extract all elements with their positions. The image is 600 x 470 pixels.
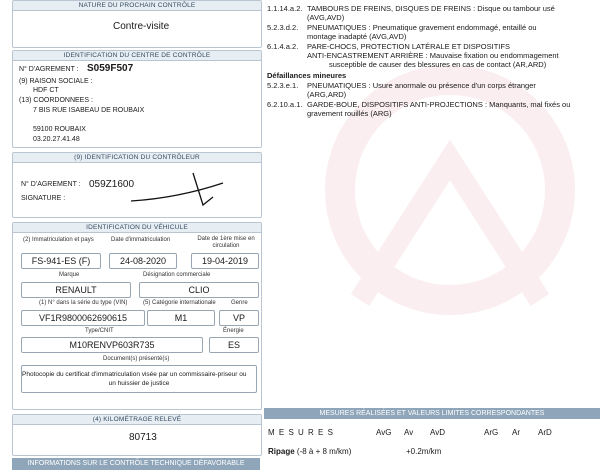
centre-box xyxy=(12,50,262,148)
centre-address: 7 BIS RUE ISABEAU DE ROUBAIX xyxy=(33,107,145,114)
minor-defect-code: 6.2.10.a.1. xyxy=(267,100,303,109)
centre-coord-label: (13) COORDONNEES : xyxy=(19,97,93,104)
vehicle-header: IDENTIFICATION DU VÉHICULE xyxy=(13,223,261,233)
genre-label: Genre xyxy=(231,300,248,306)
marque-label: Marque xyxy=(59,272,80,278)
documents-label: Document(s) présenté(s) xyxy=(103,356,170,362)
marque-field: RENAULT xyxy=(21,282,131,298)
ripage-value: +0.2m/km xyxy=(406,447,442,456)
km-box xyxy=(12,414,262,456)
bottom-info-header: INFORMATIONS SUR LE CONTRÔLE TECHNIQUE DÉFAVORABLE xyxy=(12,458,260,470)
date-circ-label: Date de 1ère mise en circulation xyxy=(197,236,255,249)
date-circ-field: 19-04-2019 xyxy=(191,253,259,269)
date-immat-label: Date d'immatriculation xyxy=(111,237,171,243)
immat-field: FS-941-ES (F) xyxy=(21,253,101,269)
centre-raison-value: HDF CT xyxy=(33,87,59,94)
ripage-range: (-8 à + 8 m/km) xyxy=(296,447,352,456)
next-control-header: NATURE DU PROCHAIN CONTRÔLE xyxy=(13,1,261,11)
minor-defect-text: PNEUMATIQUES : Usure anormale ou présence d'un corps étranger (ARG,ARD) xyxy=(307,81,536,99)
date-immat-field: 24-08-2020 xyxy=(109,253,177,269)
ripage-label: Ripage xyxy=(268,447,295,456)
col-av: Av xyxy=(404,428,414,437)
centre-phone: 03.20.27.41.48 xyxy=(33,136,80,143)
signature-image xyxy=(123,171,253,211)
categorie-label: (5) Catégorie internationale xyxy=(143,300,216,306)
km-header: (4) KILOMÉTRAGE RELEVÉ xyxy=(13,415,261,425)
type-label: Type/CNIT xyxy=(85,328,114,334)
centre-agrement-label: N° D'AGREMENT : xyxy=(19,66,79,73)
next-control-box xyxy=(12,0,262,48)
genre-field: VP xyxy=(219,310,259,326)
col-ar: Ar xyxy=(512,428,520,437)
defect-code: 5.2.3.d.2. xyxy=(267,23,299,32)
controleur-box xyxy=(12,152,262,218)
energie-label: Énergie xyxy=(223,328,244,334)
defect-text: TAMBOURS DE FREINS, DISQUES DE FREINS : Disque ou tambour usé (AVG,AVD) xyxy=(307,4,555,22)
col-arg: ArG xyxy=(484,428,499,437)
categorie-field: M1 xyxy=(147,310,215,326)
type-field: M10RENVP603R735 xyxy=(21,337,203,353)
col-avd: AvD xyxy=(430,428,445,437)
minor-defects-title: Défaillances mineures xyxy=(267,71,347,80)
documents-field: Photocopie du certificat d'immatriculation visée par un commissaire-priseur ou un huissier de justice xyxy=(21,365,257,393)
minor-defect-text: GARDE-BOUE, DISPOSITIFS ANTI-PROJECTIONS : Manquants, mal fixés ou gravement rouillés (ARG) xyxy=(307,100,571,118)
defect-text: PARE-CHOCS, PROTECTION LATÉRALE ET DISPOSITIFS ANTI-ENCASTREMENT ARRIÈRE : Mauvaise fixation ou endommagement susceptible de causer des blessures en cas de contact (AR,ARD) xyxy=(307,42,559,69)
next-control-value: Contre-visite xyxy=(113,21,170,32)
defect-code: 6.1.4.a.2. xyxy=(267,42,299,51)
controleur-agrement-value: 059Z1600 xyxy=(89,179,135,190)
centre-agrement-value: S059F507 xyxy=(87,63,134,74)
designation-field: CLIO xyxy=(139,282,259,298)
vin-field: VF1R9800062690615 xyxy=(21,310,145,326)
vehicle-box xyxy=(12,222,262,410)
km-value: 80713 xyxy=(129,432,157,443)
controleur-header: (9) IDENTIFICATION DU CONTRÔLEUR xyxy=(13,153,261,163)
col-ard: ArD xyxy=(538,428,552,437)
controleur-agrement-label: N° D'AGREMENT : xyxy=(21,181,81,188)
defect-code: 1.1.14.a.2. xyxy=(267,4,303,13)
immat-label: (2) Immatriculation et pays xyxy=(23,237,94,243)
col-avg: AvG xyxy=(376,428,392,437)
energie-field: ES xyxy=(209,337,259,353)
measures-header: MESURES RÉALISÉES ET VALEURS LIMITES CORRESPONDANTES xyxy=(264,408,600,419)
measures-title: M E S U R E S xyxy=(268,428,334,437)
centre-header: IDENTIFICATION DU CENTRE DE CONTRÔLE xyxy=(13,51,261,61)
minor-defect-code: 5.2.3.e.1. xyxy=(267,81,299,90)
designation-label: Désignation commerciale xyxy=(143,272,211,278)
vin-label: (1) N° dans la série du type (VIN) xyxy=(39,300,128,306)
defect-text: PNEUMATIQUES : Pneumatique gravement endommagé, entaillé ou montage inadapté (AVG,AVD) xyxy=(307,23,537,41)
centre-raison-label: (9) RAISON SOCIALE : xyxy=(19,78,93,85)
ripage-label-group xyxy=(268,447,351,456)
controleur-signature-label: SIGNATURE : xyxy=(21,195,66,202)
centre-city: 59100 ROUBAIX xyxy=(33,126,86,133)
